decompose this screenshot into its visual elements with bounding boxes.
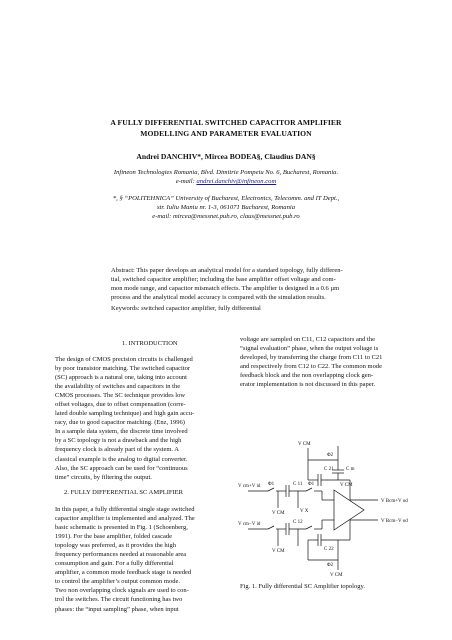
label-vcm-bot: V CM (272, 549, 285, 554)
label-vin-pos: V cm+V id (238, 484, 261, 489)
text-line: “signal evaluation” phase, when the output voltage is (240, 345, 379, 353)
text-line: time” circuits, by filtering the output. (55, 473, 152, 481)
affiliation-2 (0, 194, 452, 221)
section-2-body (55, 505, 233, 614)
text-line: classical example is the analog to digital converter. (55, 455, 188, 463)
label-c21: C 21 (324, 467, 334, 472)
text-line: frequency clock is already part of the system. A (55, 446, 179, 454)
text-line: amplifier, a common mode feedback stage is needed (55, 569, 192, 577)
text-line: (SC) approach is a natural one, taking into account (55, 374, 187, 382)
label-vin-neg: V cm−V id (238, 522, 261, 527)
text-line: frequency performances needed at reasonable area (55, 551, 187, 559)
text-line: voltage are sampled on C11, C12 capacitors and the (240, 336, 375, 343)
sc-amplifier-schematic (238, 440, 450, 578)
text-line: by poor transistor matching. The switched capacitor (55, 365, 191, 373)
title-line-1: A FULLY DIFFERENTIAL SWITCHED CAPACITOR AMPLIFIER (110, 118, 342, 127)
text-line: The design of CMOS precision circuits is challenged (55, 356, 193, 363)
text-line: lated double sampling technique) and high gain accu- (55, 410, 195, 418)
text-line: phases: the “input sampling” phase, when input (55, 605, 179, 613)
label-c22: C 22 (324, 547, 334, 552)
authors: Andrei DANCHIV*, Mircea BODEA§, Claudius DAN§ (136, 152, 316, 161)
label-phi1-b: Φ1 (308, 482, 315, 487)
section-2-heading: 2. FULLY DIFFERENTIAL SC AMPLIFIER (64, 489, 183, 496)
label-vout-neg: V Bcm−V od (381, 519, 408, 524)
text-line: offset voltages, due to offset compensation (corre- (55, 401, 186, 409)
label-c11: C 11 (293, 482, 303, 487)
label-vcm-top: V CM (298, 442, 311, 447)
label-vcm-mid1: V CM (340, 483, 353, 488)
text-line: racy, due to good capacitor matching. (Enz, 1996) (55, 419, 185, 427)
text-line: In a sample data system, the discrete time involved (55, 428, 188, 436)
affiliation-1-address: Infineon Technologies Romania, Blvd. Dimitrie Pompeiu No. 6, Bucharest, Romania. (113, 169, 339, 176)
label-phi2-bot: Φ2 (327, 563, 334, 568)
label-vcm-mid2: V CM (272, 511, 285, 516)
text-line: Also, the SC approach can be used for “continuous (55, 464, 188, 472)
text-line: and respectively from C12 to C22. The common mode (240, 363, 382, 371)
text-line: consumption and gain. For a fully differential (55, 560, 174, 568)
text-line: the availability of switches and capacitors in the (55, 383, 181, 391)
abstract (111, 266, 376, 302)
affiliation-1 (0, 168, 452, 186)
label-c12: C 12 (293, 520, 303, 525)
text-line: trol the switches. The circuit functioning has two (55, 596, 183, 604)
figure-caption: Fig. 1. Fully differential SC Amplifier topology. (240, 583, 365, 590)
text-line: topology was preferred, as it provides the high (55, 542, 176, 550)
abstract-line: Abstract: This paper develops an analytical model for a standard topology, fully differen- (111, 267, 343, 274)
label-phi2-top: Φ2 (327, 453, 334, 458)
text-line: by a SC topology is not a drawback and the high (55, 437, 182, 445)
section-1-heading: 1. INTRODUCTION (122, 340, 178, 347)
label-phi1-a: Φ1 (268, 482, 275, 487)
email-prefix: e-mail: (175, 178, 197, 185)
text-line: basic schematic is presented in Fig. 1 (Schoenberg, (55, 524, 188, 532)
affiliation-2-line-3: e-mail: mircea@messnet.pub.ro, claus@messnet.pub.ro (152, 213, 300, 220)
label-cm: C m (346, 467, 355, 472)
text-line: developed, by transferring the charge from C11 to C21 (240, 354, 383, 362)
section-1-body (55, 355, 233, 482)
right-column-text (240, 335, 430, 389)
text-line: CMOS processes. The SC technique provides low (55, 392, 186, 400)
text-line: Two non overlapping clock signals are used to con- (55, 587, 189, 595)
abstract-line: tial, switched capacitor amplifier; including the base amplifier offset voltage and com- (111, 276, 336, 283)
keywords: Keywords: switched capacitor amplifier, fully differential (111, 305, 261, 312)
text-line: to control the amplifier’s output common mode. (55, 578, 180, 586)
text-line: capacitor amplifier is implemented and analyzed. The (55, 515, 195, 523)
text-line: 1991). For the base amplifier, folded cascade (55, 533, 173, 541)
abstract-line: process and the analytical model accuracy is compared with the simulation results. (111, 294, 326, 301)
text-line: erator implementation is not discussed in this paper. (240, 381, 376, 389)
affiliation-1-email-line (0, 177, 452, 186)
label-vout-pos: V Bcm+V od (381, 499, 408, 504)
affiliation-2-line-2: str. Iuliu Maniu nr. 1-3, 061071 Bucharest, Romania (156, 204, 296, 211)
email-link-1[interactable]: andrei.danchiv@infineon.com (196, 178, 277, 185)
abstract-line: mon mode range, and capacitor mismatch effects. The amplifier is designed in a 0.6 µm (111, 285, 340, 292)
paper-title (0, 118, 452, 139)
title-line-2: MODELLING AND PARAMETER EVALUATION (140, 128, 312, 138)
text-line: feedback block and the non overlapping clock gen- (240, 372, 374, 380)
affiliation-2-line-1: *, § “POLITEHNICA” University of Bucharest, Electronics, Telecomm. and IT Dept., (112, 195, 340, 202)
label-vx: V X (300, 509, 309, 514)
text-line: In this paper, a fully differential single stage switched (55, 506, 195, 513)
label-vcm-bot2: V CM (330, 573, 343, 578)
